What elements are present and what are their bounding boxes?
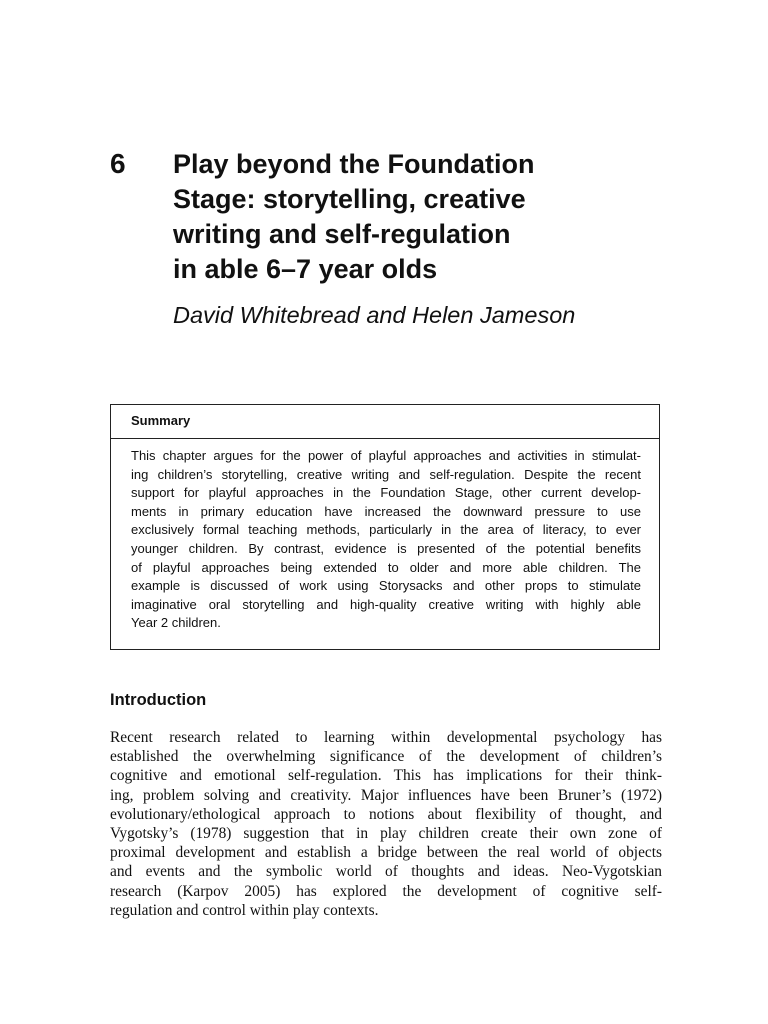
- paragraph-line: research (Karpov 2005) has explored the development of cognitive self-: [110, 882, 662, 900]
- summary-line: exclusively formal teaching methods, particularly in the area of literacy, to ever: [131, 522, 641, 538]
- summary-line: of playful approaches being extended to older and more able children. The: [131, 559, 641, 575]
- summary-text: [111, 439, 659, 633]
- summary-box: [110, 404, 660, 650]
- chapter-title: [173, 147, 643, 287]
- paragraph-line: Vygotsky’s (1978) suggestion that in play children create their own zone of: [110, 825, 662, 843]
- introduction-heading: Introduction: [110, 691, 207, 709]
- summary-line: This chapter argues for the power of playful approaches and activities in stimulat-: [131, 448, 641, 463]
- summary-line: younger children. By contrast, evidence is presented of the potential benefits: [131, 540, 641, 556]
- paragraph-line: cognitive and emotional self-regulation. This has implications for their think-: [110, 767, 662, 785]
- summary-line: ing children’s storytelling, creative writing and self-regulation. Despite the recent: [131, 466, 641, 482]
- chapter-title-line: Stage: storytelling, creative: [173, 184, 526, 214]
- paragraph-line: established the overwhelming significance of the development of children’s: [110, 748, 662, 766]
- paragraph-line: and events and the symbolic world of thoughts and ideas. Neo-Vygotskian: [110, 863, 662, 881]
- paragraph-line: regulation and control within play contexts.: [110, 901, 379, 919]
- paragraph-line: Recent research related to learning within developmental psychology has: [110, 729, 662, 746]
- chapter-title-line: in able 6–7 year olds: [173, 254, 438, 284]
- chapter-authors: David Whitebread and Helen Jameson: [173, 302, 576, 328]
- paragraph-line: proximal development and establish a bridge between the real world of objects: [110, 844, 662, 862]
- summary-heading: Summary: [111, 405, 659, 439]
- summary-line: example is discussed of work using Storysacks and other props to stimulate: [131, 578, 641, 594]
- summary-line: Year 2 children.: [131, 615, 221, 631]
- chapter-title-line: writing and self-regulation: [173, 219, 511, 249]
- summary-line: ments in primary education have increased the downward pressure to use: [131, 503, 641, 519]
- summary-line: imaginative oral storytelling and high-quality creative writing with highly able: [131, 596, 641, 612]
- summary-line: support for playful approaches in the Foundation Stage, other current develop-: [131, 485, 641, 501]
- chapter-title-line: Play beyond the Foundation: [173, 149, 535, 179]
- introduction-paragraph: [110, 728, 662, 920]
- paragraph-line: ing, problem solving and creativity. Major influences have been Bruner’s (1972): [110, 786, 662, 804]
- paragraph-line: evolutionary/ethological approach to notions about flexibility of thought, and: [110, 805, 662, 823]
- chapter-number: 6: [110, 148, 126, 179]
